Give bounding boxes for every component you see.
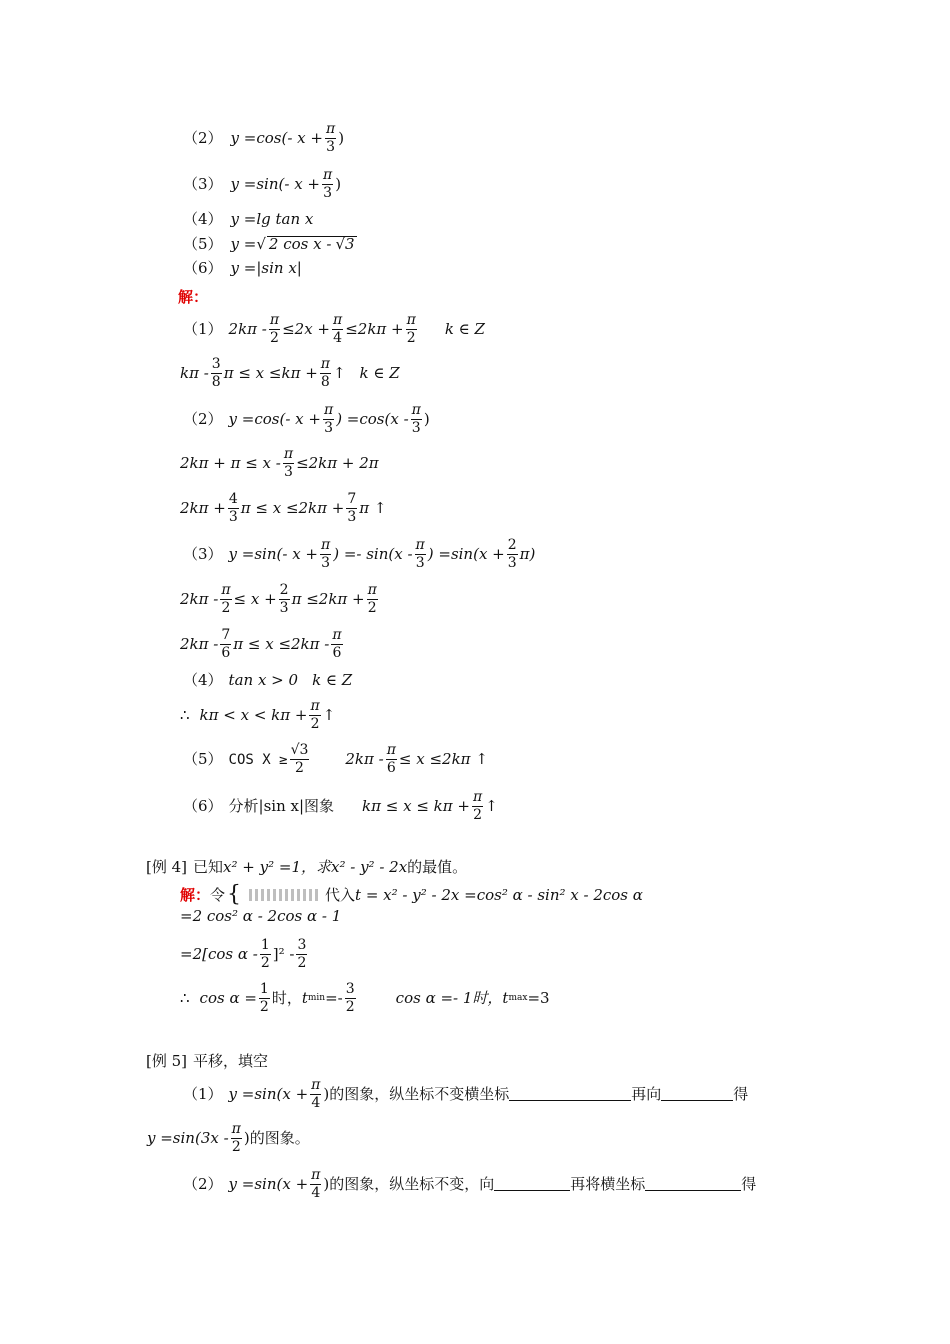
solution-label: 解： [178, 288, 209, 306]
problem-3: （3） y =sin(- x + $\frac{\pi}{3}$ ) [183, 167, 342, 202]
solution-3a: （3） y =sin(- x + $\frac{\pi}{3}$ ) =- sin(x - $\frac{\pi}{3}$ ) =sin(x + $\frac{2}{3}$ π) [183, 537, 536, 572]
fill-blank-2[interactable] [661, 1088, 733, 1101]
example-5-line1: （1） y =sin(x + $\frac{\pi}{4}$ )的图象，纵坐标不变横坐标 再向 得 [183, 1077, 749, 1112]
example-5-line2: y =sin(3x - $\frac{\pi}{2}$ )的图象。 [147, 1121, 310, 1156]
fill-blank-4[interactable] [645, 1178, 741, 1191]
solution-2a: （2） y =cos(- x + $\frac{\pi}{3}$ ) =cos(x - $\frac{\pi}{3}$ ) [183, 402, 430, 437]
example-4-line2: =2 cos² α - 2cos α - 1 [180, 907, 342, 925]
solution-2c: 2kπ + $\frac{4}{3}$ π ≤ x ≤2kπ + $\frac{7}{3}$ π ↑ [180, 491, 387, 526]
fill-blank-3[interactable] [494, 1178, 570, 1191]
solution-4a: （4） tan x > 0 k ∈ Z [183, 671, 353, 689]
fill-blank-1[interactable] [509, 1088, 631, 1101]
example-4-heading: [例 4] 已知 x² + y² =1，求 x² - y² - 2x 的最值。 [146, 858, 468, 876]
solution-4b: ∴ kπ < x < kπ + $\frac{\pi}{2}$ ↑ [180, 698, 336, 733]
solution-6: （6） 分析|sin x|图象 kπ ≤ x ≤ kπ + $\frac{\pi}{2}$ ↑ [183, 789, 498, 824]
problem-4: （4） y =lg tan x [183, 210, 314, 228]
example-4-solution: 解： 令 { 代入 t = x² - y² - 2x =cos² α - sin² x - 2cos α [180, 882, 643, 907]
example-5-heading: [例 5] 平移，填空 [146, 1052, 269, 1070]
substitution-system [243, 886, 325, 904]
solution-3b: 2kπ - $\frac{\pi}{2}$ ≤ x + $\frac{2}{3}$ π ≤2kπ + $\frac{\pi}{2}$ [180, 582, 377, 617]
example-5-line3: （2） y =sin(x + $\frac{\pi}{4}$ )的图象，纵坐标不变，向 再将横坐标 得 [183, 1167, 757, 1202]
solution-3c: 2kπ - $\frac{7}{6}$ π ≤ x ≤2kπ - $\frac{\pi}{6}$ [180, 627, 342, 662]
solution-1a: （1） 2kπ - $\frac{\pi}{2}$ ≤2x + $\frac{\pi}{4}$ ≤2kπ + $\frac{\pi}{2}$ k ∈ Z [183, 312, 485, 347]
solution-1b: kπ - $\frac{3}{8}$ π ≤ x ≤kπ + $\frac{\pi}{8}$ ↑ k ∈ Z [180, 356, 400, 391]
problem-5: （5） y = √ 2 cos x - √ 3 [183, 234, 355, 253]
solution-5: （5） COS X ≥ $\frac{√3}{2}$ 2kπ - $\frac{\pi}{6}$ ≤ x ≤2kπ ↑ [183, 742, 488, 777]
problem-6: （6） y =|sin x| [183, 259, 302, 277]
example-4-line4: ∴ cos α = $\frac{1}{2}$ 时， t min =- $\frac{3}{2}$ cos α =- 1时， t max =3 [180, 981, 550, 1016]
problem-2: （2） y =cos(- x + $\frac{\pi}{3}$ ) [183, 121, 345, 156]
example-4-line3: =2[cos α - $\frac{1}{2}$ ]² - $\frac{3}{2}$ [180, 937, 307, 972]
solution-2b: 2kπ + π ≤ x - $\frac{\pi}{3}$ ≤2kπ + 2π [180, 446, 379, 481]
